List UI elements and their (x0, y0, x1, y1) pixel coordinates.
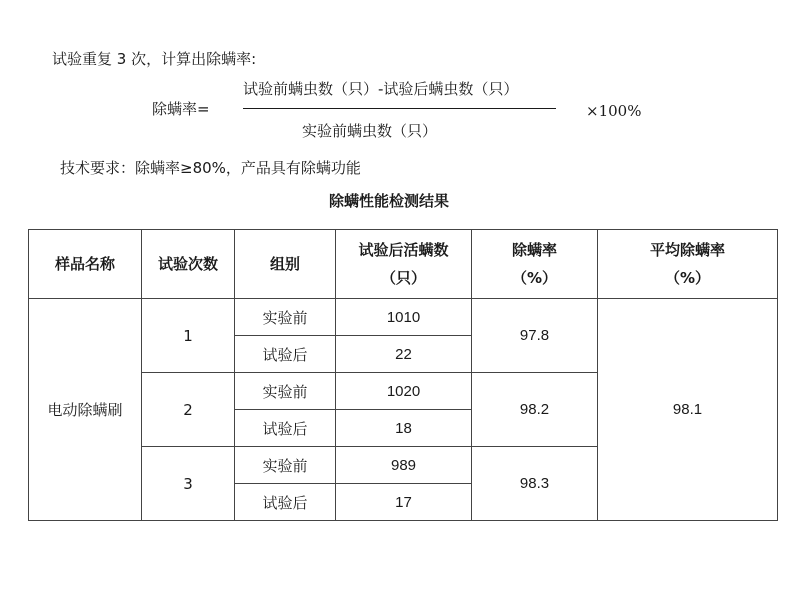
header-live-mites-line1: 试验后活螨数 (358, 241, 449, 259)
formula-multiplier: ×100% (586, 102, 642, 120)
mite-count-cell: 1020 (336, 373, 472, 410)
table-title: 除螨性能检测结果 (328, 192, 449, 210)
formula-numerator: 试验前螨虫数（只）-试验后螨虫数（只） (243, 80, 519, 98)
mite-count-cell: 17 (336, 484, 472, 521)
average-rate-cell: 98.1 (598, 299, 778, 521)
formula-label: 除螨率= (152, 100, 210, 118)
trial-number-cell: 1 (142, 299, 235, 373)
fraction-bar (243, 108, 556, 109)
header-live-mites (336, 230, 472, 299)
header-average-rate-line1: 平均除螨率 (649, 241, 725, 259)
header-sample-name: 样品名称 (29, 230, 142, 299)
repeat-instruction: 试验重复 3 次，计算出除螨率: (52, 50, 257, 68)
mite-count-cell: 22 (336, 336, 472, 373)
formula-denominator: 实验前螨虫数（只） (302, 122, 438, 140)
group-cell: 实验前 (235, 447, 336, 484)
group-cell: 试验后 (235, 484, 336, 521)
rate-cell: 97.8 (472, 299, 598, 373)
rate-cell: 98.2 (472, 373, 598, 447)
mite-count-cell: 1010 (336, 299, 472, 336)
sample-name-cell: 电动除螨刷 (29, 299, 142, 521)
trial-number-cell: 2 (142, 373, 235, 447)
mite-count-cell: 18 (336, 410, 472, 447)
header-group: 组别 (235, 230, 336, 299)
trial-number-cell: 3 (142, 447, 235, 521)
technical-requirement: 技术要求：除螨率≥80%，产品具有除螨功能 (60, 159, 361, 177)
header-average-rate-line2: （%） (664, 269, 711, 287)
group-cell: 实验前 (235, 373, 336, 410)
header-rate-line1: 除螨率 (511, 241, 557, 259)
header-rate (472, 230, 598, 299)
table-header-row (29, 230, 778, 299)
group-cell: 试验后 (235, 336, 336, 373)
header-average-rate (598, 230, 778, 299)
results-table (28, 229, 778, 521)
group-cell: 实验前 (235, 299, 336, 336)
rate-cell: 98.3 (472, 447, 598, 521)
header-live-mites-line2: （只） (380, 269, 426, 287)
group-cell: 试验后 (235, 410, 336, 447)
table-row (29, 299, 778, 336)
mite-count-cell: 989 (336, 447, 472, 484)
header-trial-no: 试验次数 (142, 230, 235, 299)
header-rate-line2: （%） (511, 269, 558, 287)
